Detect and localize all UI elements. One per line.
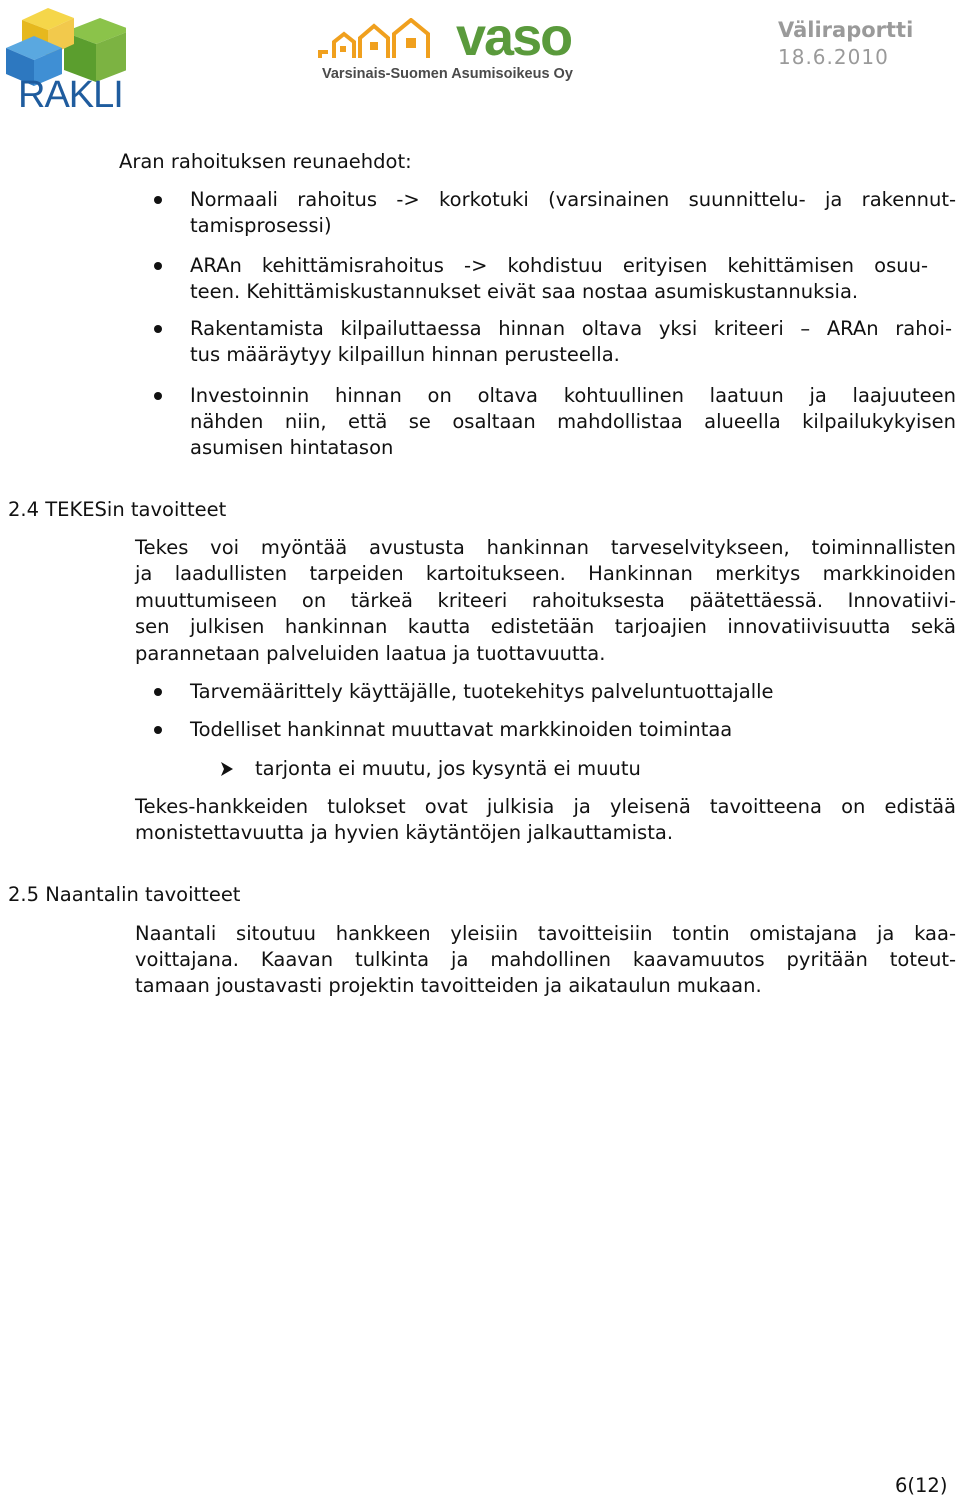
vaso-logo: [318, 7, 598, 86]
tekes-closing-line-1: Tekes-hankkeiden tulokset ovat julkisia ja yleisenä tavoitteena on edistää: [135, 795, 956, 818]
aran-bullet-1-line-2: tamisprosessi): [190, 214, 332, 237]
bullet-icon: [154, 196, 162, 204]
document-title: Väliraportti: [778, 18, 914, 42]
aran-bullet-3-line-2: tus määräytyy kilpaillun hinnan perusteella.: [190, 343, 620, 366]
arrow-bullet-icon: [220, 761, 234, 777]
bullet-icon: [154, 262, 162, 270]
tekes-closing-line-2: monistettavuutta ja hyvien käytäntöjen jalkauttamista.: [135, 821, 674, 844]
bullet-icon: [154, 688, 162, 696]
aran-bullet-2-line-2: teen. Kehittämiskustannukset eivät saa nostaa asumiskustannuksia.: [190, 280, 859, 303]
vaso-logo-word: vaso: [456, 7, 572, 67]
rakli-logo: [4, 4, 126, 116]
naantali-paragraph-line-1: Naantali sitoutuu hankkeen yleisiin tavoitteisiin tontin omistajana ja kaa-: [135, 922, 956, 945]
aran-bullet-1-line-1: Normaali rahoitus -> korkotuki (varsinainen suunnittelu- ja rakennut-: [190, 188, 956, 211]
rakli-logo-text: RAKLI: [18, 74, 123, 116]
bullet-icon: [154, 726, 162, 734]
bullet-icon: [154, 392, 162, 400]
aran-bullet-4-line-3: asumisen hintatason: [190, 436, 394, 459]
house-row-icon: [318, 18, 458, 64]
tekes-heading: 2.4 TEKESin tavoitteet: [8, 498, 227, 521]
tekes-paragraph-line-2: ja laadullisten tarpeiden kartoitukseen. Hankinnan merkitys markkinoiden: [135, 562, 956, 585]
naantali-paragraph-line-3: tamaan joustavasti projektin tavoitteiden ja aikataulun mukaan.: [135, 974, 762, 997]
tekes-bullet-2: Todelliset hankinnat muuttavat markkinoiden toimintaa: [190, 718, 733, 741]
tekes-paragraph-line-4: sen julkisen hankinnan kautta edistetään tarjoajien innovatiivisuutta sekä: [135, 615, 956, 638]
vaso-logo-subtitle: Varsinais-Suomen Asumisoikeus Oy: [322, 66, 573, 82]
aran-bullet-2-line-1: ARAn kehittämisrahoitus -> kohdistuu erityisen kehittämisen osuu-: [190, 254, 928, 277]
aran-heading: Aran rahoituksen reunaehdot:: [119, 150, 412, 173]
naantali-heading: 2.5 Naantalin tavoitteet: [8, 883, 241, 906]
aran-bullet-3-line-1: Rakentamista kilpailuttaessa hinnan oltava yksi kriteeri – ARAn rahoi-: [190, 317, 952, 340]
page-number: 6(12): [895, 1474, 948, 1497]
document-date: 18.6.2010: [778, 45, 889, 69]
aran-bullet-4-line-2: nähden niin, että se osaltaan mahdollistaa alueella kilpailukykyisen: [190, 410, 956, 433]
naantali-paragraph-line-2: voittajana. Kaavan tulkinta ja mahdollinen kaavamuutos pyritään toteut-: [135, 948, 956, 971]
tekes-sub-bullet: tarjonta ei muutu, jos kysyntä ei muutu: [255, 757, 641, 780]
tekes-paragraph-line-1: Tekes voi myöntää avustusta hankinnan tarveselvitykseen, toiminnallisten: [135, 536, 956, 559]
tekes-bullet-1: Tarvemäärittely käyttäjälle, tuotekehitys palveluntuottajalle: [190, 680, 774, 703]
tekes-paragraph-line-5: parannetaan palveluiden laatua ja tuottavuutta.: [135, 642, 606, 665]
bullet-icon: [154, 325, 162, 333]
tekes-paragraph-line-3: muuttumiseen on tärkeä kriteeri rahoituksesta päätettäessä. Innovatiivi-: [135, 589, 956, 612]
aran-bullet-4-line-1: Investoinnin hinnan on oltava kohtuullinen laatuun ja laajuuteen: [190, 384, 956, 407]
